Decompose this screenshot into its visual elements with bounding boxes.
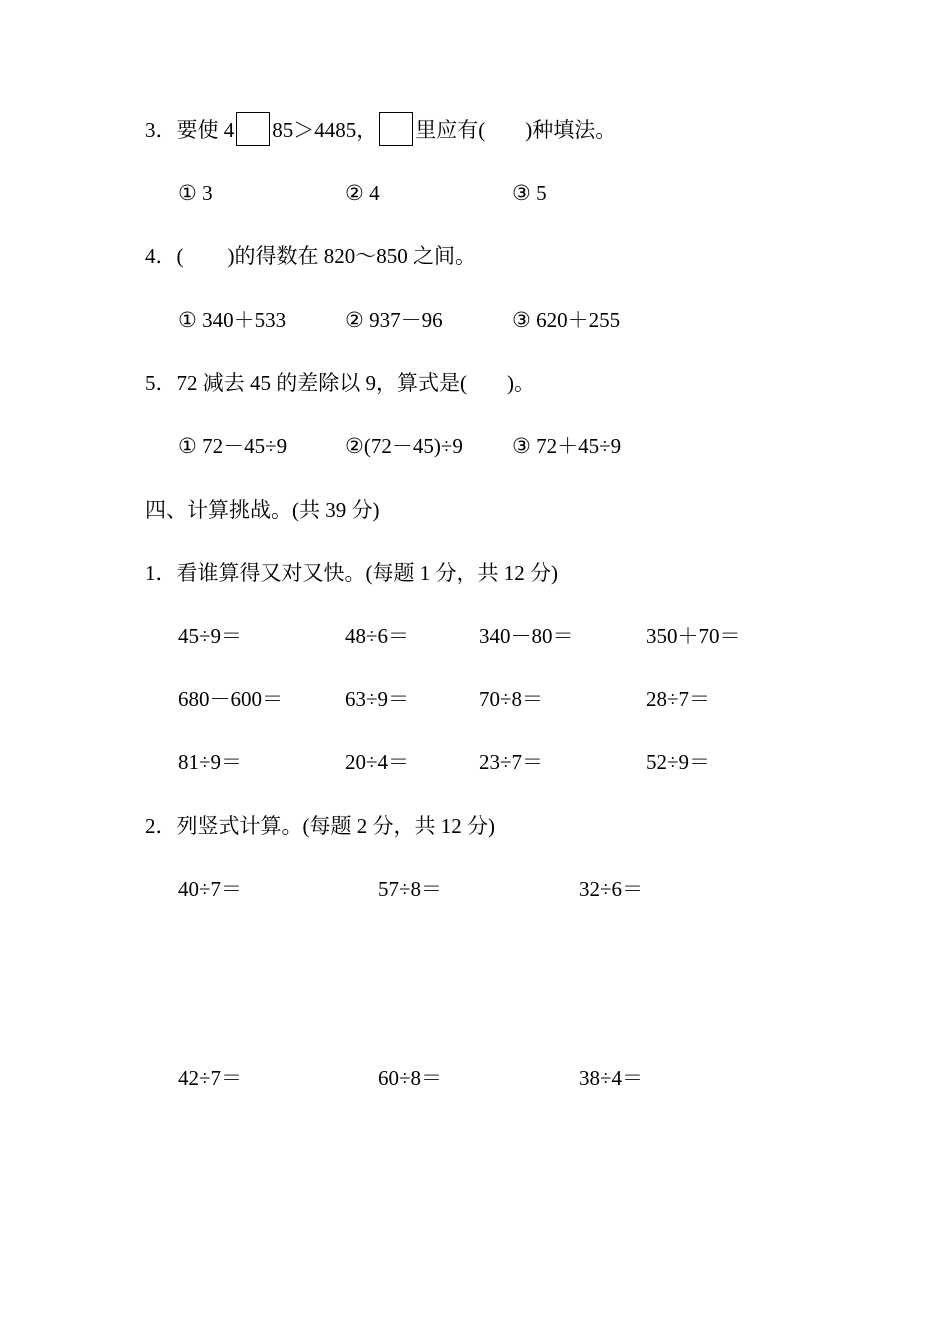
question-number: 3． xyxy=(145,118,177,142)
vertical-calc-item[interactable]: 42÷7＝ xyxy=(178,1066,243,1090)
calc-item[interactable]: 350＋70＝ xyxy=(646,624,741,648)
option-2[interactable]: ②(72－45)÷9 xyxy=(345,434,463,458)
answer-box[interactable] xyxy=(236,112,270,146)
question-number: 4． xyxy=(145,244,177,268)
calc-item[interactable]: 23÷7＝ xyxy=(479,750,544,774)
question-text: )的得数在 820～850 之间。 xyxy=(227,244,476,268)
question-text: 72 减去 45 的差除以 9，算式是( xyxy=(176,371,467,395)
option-1[interactable]: ① 72－45÷9 xyxy=(178,434,288,458)
question-text: 要使 4 xyxy=(176,118,235,142)
question-number: 5． xyxy=(145,371,177,395)
vertical-calc-item[interactable]: 60÷8＝ xyxy=(378,1066,443,1090)
calc-item[interactable]: 70÷8＝ xyxy=(479,687,544,711)
question-4 xyxy=(145,242,476,270)
option-1[interactable]: ① 340＋533 xyxy=(178,308,287,332)
answer-box[interactable] xyxy=(379,112,413,146)
question-text: 85＞4485， xyxy=(272,118,378,142)
question-3 xyxy=(145,116,616,146)
question-text: )。 xyxy=(507,371,535,395)
vertical-calc-item[interactable]: 40÷7＝ xyxy=(178,877,243,901)
question-5 xyxy=(145,369,535,397)
option-2[interactable]: ② 4 xyxy=(345,181,380,205)
question-text: 里应有( xyxy=(415,118,486,142)
option-2[interactable]: ② 937－96 xyxy=(345,308,443,332)
calc-item[interactable]: 45÷9＝ xyxy=(178,624,243,648)
calc-item[interactable]: 28÷7＝ xyxy=(646,687,711,711)
option-3[interactable]: ③ 5 xyxy=(512,181,547,205)
calc-item[interactable]: 63÷9＝ xyxy=(345,687,410,711)
section-title: 四、计算挑战。(共 39 分) xyxy=(145,498,380,522)
vertical-calc-item[interactable]: 57÷8＝ xyxy=(378,877,443,901)
question-text: )种填法。 xyxy=(525,118,617,142)
subquestion-title: 1．看谁算得又对又快。(每题 1 分，共 12 分) xyxy=(145,561,558,585)
option-3[interactable]: ③ 620＋255 xyxy=(512,308,621,332)
option-3[interactable]: ③ 72＋45÷9 xyxy=(512,434,622,458)
calc-item[interactable]: 340－80＝ xyxy=(479,624,574,648)
vertical-calc-item[interactable]: 38÷4＝ xyxy=(579,1066,644,1090)
question-text: ( xyxy=(176,244,184,268)
calc-item[interactable]: 52÷9＝ xyxy=(646,750,711,774)
vertical-calc-item[interactable]: 32÷6＝ xyxy=(579,877,644,901)
subquestion-title: 2．列竖式计算。(每题 2 分，共 12 分) xyxy=(145,814,495,838)
calc-item[interactable]: 680－600＝ xyxy=(178,687,283,711)
calc-item[interactable]: 81÷9＝ xyxy=(178,750,243,774)
calc-item[interactable]: 48÷6＝ xyxy=(345,624,410,648)
option-1[interactable]: ① 3 xyxy=(178,181,213,205)
calc-item[interactable]: 20÷4＝ xyxy=(345,750,410,774)
